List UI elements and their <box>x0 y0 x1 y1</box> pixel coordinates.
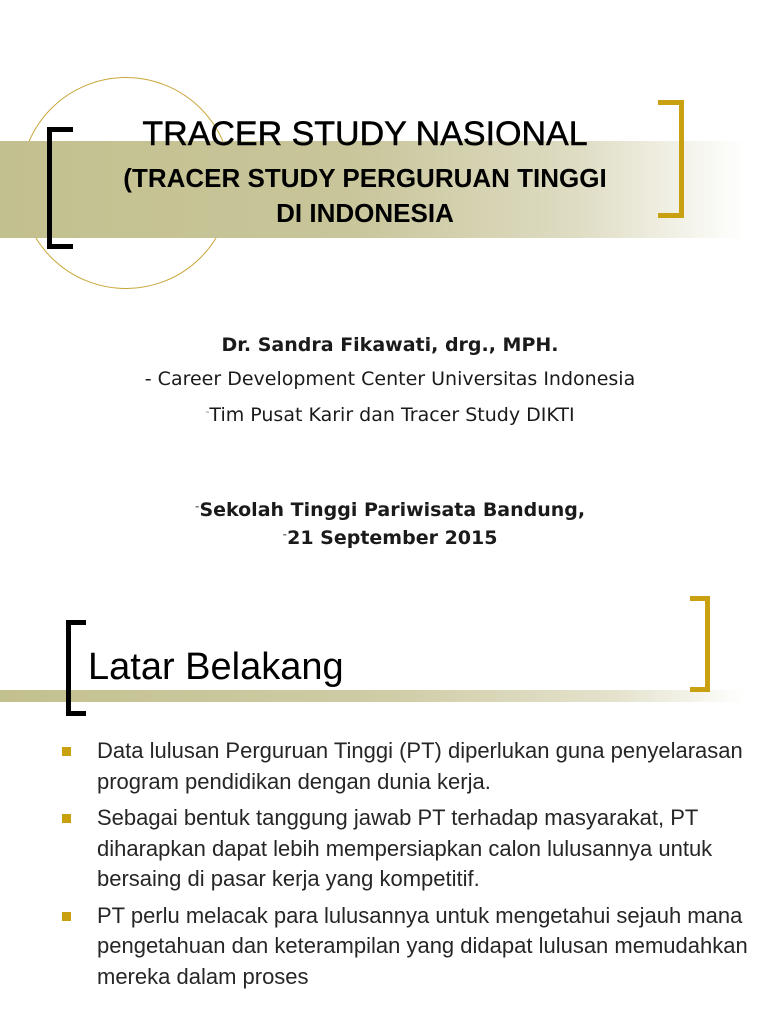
affiliation-2 <box>0 397 768 430</box>
list-item <box>60 736 750 797</box>
venue-text: Sekolah Tinggi Pariwisata Bandung, <box>199 499 586 521</box>
affiliation-2-text: Tim Pusat Karir dan Tracer Study DIKTI <box>209 404 575 426</box>
affiliation-1: - Career Development Center Universitas Indonesia <box>144 368 636 390</box>
slide-title: TRACER STUDY NASIONAL <box>142 115 588 153</box>
slide-subtitle-line2: DI INDONESIA <box>276 198 454 228</box>
venue-marker: - <box>194 500 200 513</box>
date-marker: - <box>282 528 288 541</box>
content-slide <box>0 580 768 1024</box>
list-item <box>60 803 750 895</box>
right-bracket-decoration <box>690 596 710 692</box>
bullet-text: Sebagai bentuk tanggung jawab PT terhadap masyarakat, PT diharapkan dapat lebih mempersiapkan calon lulusannya untuk bersaing di pasar kerja yang kompetitif. <box>97 805 713 891</box>
bullet-list <box>60 736 750 998</box>
affiliation-2-marker: - <box>205 405 210 418</box>
bullet-text: PT perlu melacak para lulusannya untuk mengetahui sejauh mana pengetahuan dan keterampilan yang didapat lulusan memudahkan mereka dalam proses <box>97 902 748 989</box>
slide-heading: Latar Belakang <box>88 646 344 688</box>
square-bullet-icon <box>62 747 71 756</box>
left-bracket-decoration <box>66 620 86 716</box>
slide-subtitle-line1: (TRACER STUDY PERGURUAN TINGGI <box>123 163 607 193</box>
author-name: Dr. Sandra Fikawati, drg., MPH. <box>221 334 559 356</box>
list-item <box>60 901 750 993</box>
square-bullet-icon <box>62 814 71 823</box>
square-bullet-icon <box>62 912 71 921</box>
event-date <box>0 520 768 553</box>
bullet-text: Data lulusan Perguruan Tinggi (PT) diperlukan guna penyelarasan program pendidikan dengan dunia kerja. <box>97 738 743 794</box>
date-text: 21 September 2015 <box>287 527 498 549</box>
